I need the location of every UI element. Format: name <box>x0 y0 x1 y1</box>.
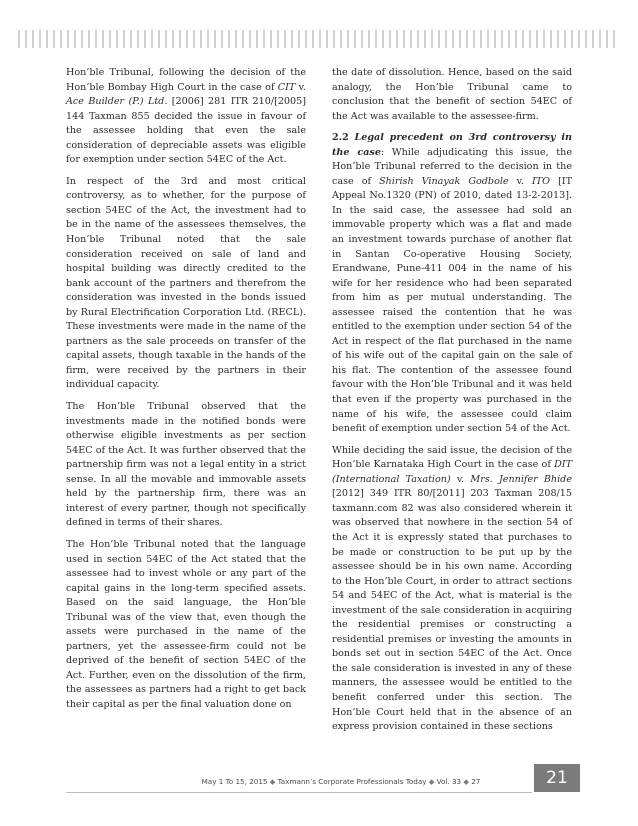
left-paragraph-1: Hon’ble Tribunal, following the decision of the Hon’ble Bombay High Court in the case of CIT v. Ace Builder (P.) Ltd. [2006] 281 ITR 210/[2005] 144 Taxman 855 decided the issue in favour of the assessee holding that even the sale consideration of depreciable assets was eligible for exemption under section 54EC of the Act. <box>66 67 306 166</box>
right-paragraph-3: While deciding the said issue, the decision of the Hon’ble Karnataka High Court in the case of DIT (International Taxation) v. Mrs. Jennifer Bhide [2012] 349 ITR 80/[2011] 203 Taxman 208/15 taxmann.com 82 was also considered wherein it was observed that nowhere in the section 54 of the Act it is expressly stated that purchases to be made or construction to be put up by the assessee should be in his own name. According to the Hon’ble Court, in order to attract sections 54 and 54EC of the Act, what is material is the investment of the sale consideration in acquiring the residential premises or constructing a residential premises or investing the amounts in bonds set out in section 54EC of the Act. Once the sale consideration is invested in any of these manners, the assessee would be entitled to the benefit conferred under this section. The Hon’ble Court held that in the absence of an express provision contained in these sections <box>332 444 572 733</box>
right-paragraph-2: 2.2 Legal precedent on 3rd controversy in the case: While adjudicating this issue, the Hon’ble Tribunal referred to the decision in the case of Shirish Vinayak Godbole v. ITO [IT Appeal No.1320 (PN) of 2010, dated 13-2-2013]. In the said case, the assessee had sold an immovable property which was a flat and made an investment towards purchase of another flat in Santan Co-operative Housing Society, Erandwane, Pune-411 004 in the name of his wife for her residence who had been separated from him as per mutual understanding. The assessee raised the contention that he was entitled to the exemption under section 54 of the Act in respect of the flat purchased in the name of his wife out of the capital gain on the sale of his flat. The contention of the assessee found favour with the Hon’ble Tribunal and it was held that even if the property was purchased in the name of his wife, the assessee could claim benefit of exemption under section 54 of the Act. <box>332 132 573 435</box>
footer-divider <box>66 792 532 793</box>
footer-publication: Taxmann’s Corporate Professionals Today <box>277 777 427 786</box>
left-paragraph-4: The Hon’ble Tribunal noted that the language used in section 54EC of the Act stated that the assessee had to invest whole or any part of the capital gains in the long-term specified assets. Based on the said language, the Hon’ble Tribunal was of the view that, even though the assets were purchased in the name of the partners, yet the assessee-firm could not be deprived of the benefit of section 54EC of the Act. Further, even on the dissolution of the firm, the assessees as partners had a right to get back their capital as per the final valuation done on <box>66 538 306 710</box>
section-heading: Legal precedent on 3rd controversy in the case <box>332 132 573 158</box>
header-stripe-decoration <box>18 30 620 48</box>
case-name: Ace Builder (P.) Ltd. <box>66 96 168 108</box>
left-column <box>66 66 306 720</box>
right-paragraph-1: the date of dissolution. Hence, based on the said analogy, the Hon’ble Tribunal came to conclusion that the benefit of section 54EC of the Act was available to the assessee-firm. <box>332 67 572 122</box>
page-footer <box>152 776 530 788</box>
case-name: Mrs. Jennifer Bhide <box>470 473 572 485</box>
left-paragraph-3: The Hon’ble Tribunal observed that the investments made in the notified bonds were otherwise eligible investments as per section 54EC of the Act. It was further observed that the partnership firm was not a legal entity in a strict sense. In all the movable and immovable assets held by the partnership firm, there was an interest of every partner, though not specifically defined in terms of their shares. <box>66 401 306 529</box>
diamond-icon: ◆ <box>463 777 469 786</box>
page-number: 21 <box>534 764 580 792</box>
section-number: 2.2 <box>332 132 355 144</box>
right-column <box>332 66 572 742</box>
footer-date: May 1 To 15, 2015 <box>201 777 268 786</box>
left-paragraph-2: In respect of the 3rd and most critical controversy, as to whether, for the purpose of section 54EC of the Act, the investment had to be in the name of the assessees themselves, the Hon’ble Tribunal noted that the sale consideration received on sale of land and hospital building was directly credited to the bank account of the partners and therefrom the consideration was invested in the bonds issued by Rural Electrification Corporation Ltd. (RECL). These investments were made in the name of the partners as the sale proceeds on transfer of the capital assets, though taxable in the hands of the firm, were received by the partners in their individual capacity. <box>66 175 306 391</box>
case-name: Shirish Vinayak Godbole <box>379 175 509 187</box>
diamond-icon: ◆ <box>428 777 435 786</box>
case-name: CIT <box>277 81 296 93</box>
case-name: DIT (International Taxation) <box>332 459 572 485</box>
footer-issue: 27 <box>471 777 481 786</box>
case-name: ITO <box>531 175 551 187</box>
diamond-icon: ◆ <box>269 777 276 786</box>
footer-volume: Vol. 33 <box>436 777 462 786</box>
